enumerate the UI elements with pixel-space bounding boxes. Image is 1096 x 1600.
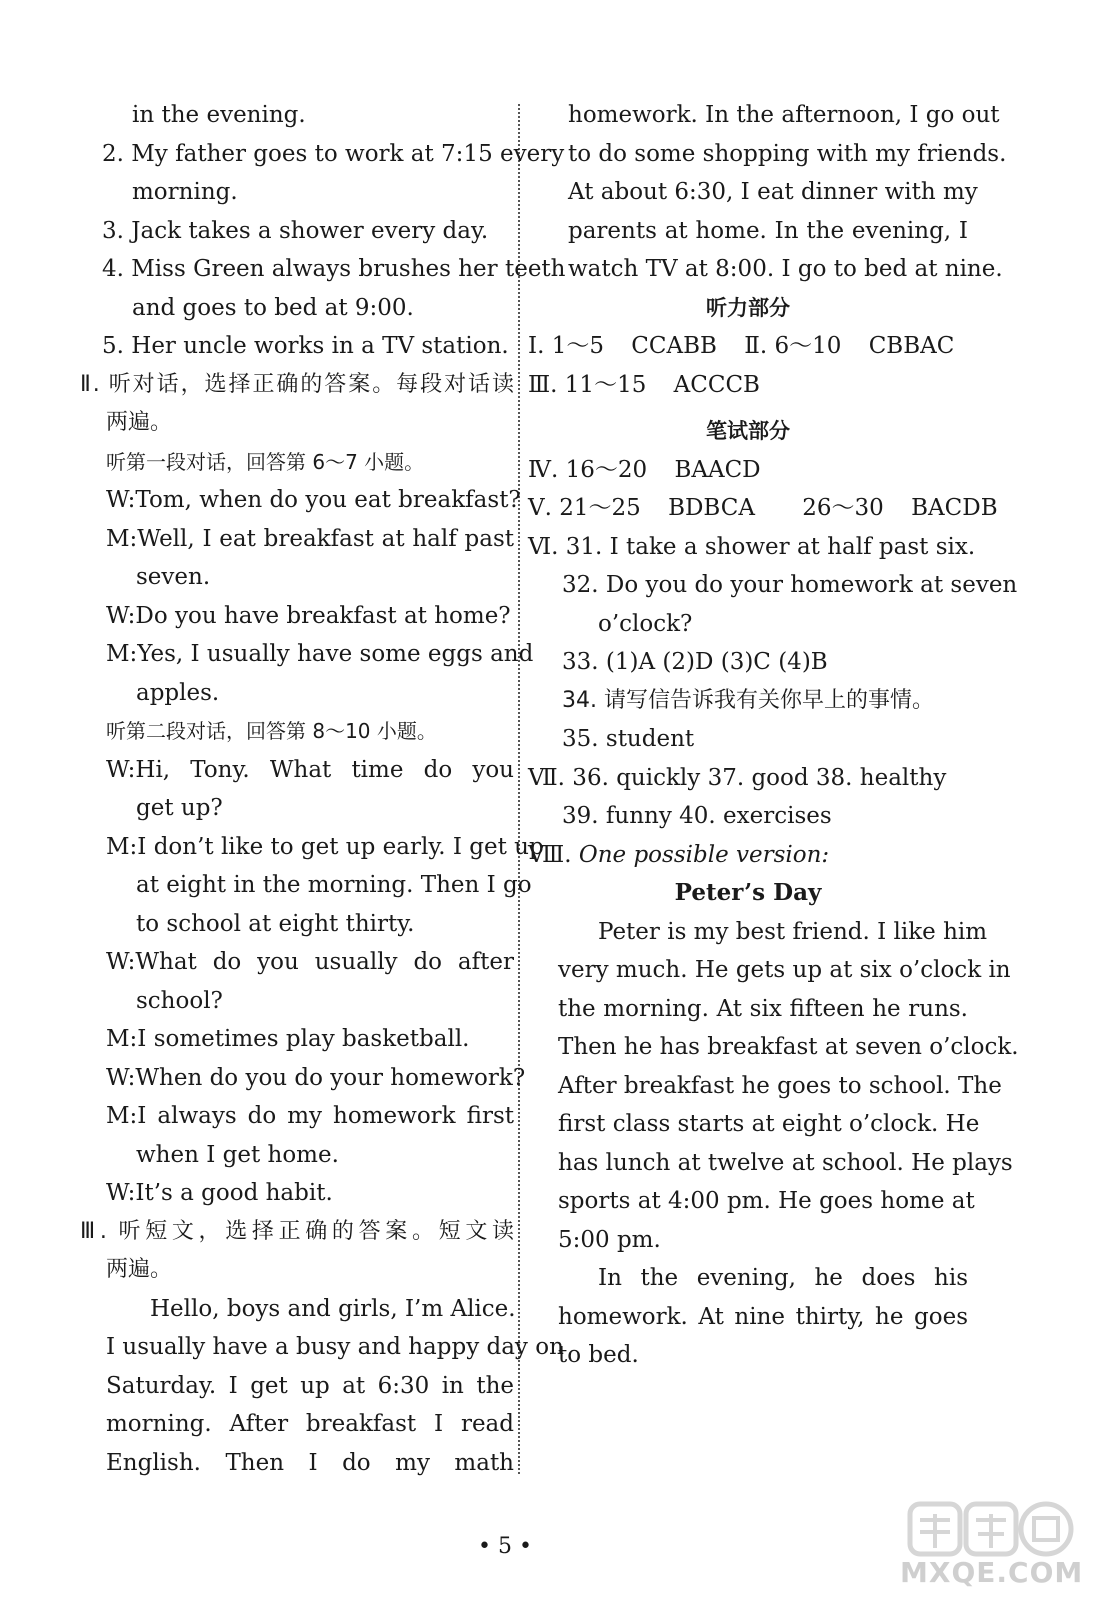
answer-row-i-ii bbox=[528, 327, 968, 366]
answer-key: ACCCB bbox=[673, 371, 760, 398]
dialogue-line: get up? bbox=[136, 795, 223, 821]
answer-row-iii bbox=[528, 366, 968, 405]
passage-line: parents at home. In the evening, I bbox=[568, 217, 968, 244]
passage-line: homework. In the afternoon, I go out bbox=[568, 102, 1000, 128]
section-vi-line: 34. 请写信告诉我有关你早上的事情。 bbox=[562, 687, 934, 713]
section-vi-line: 32. Do you do your homework at seven bbox=[562, 572, 1018, 598]
column-divider bbox=[518, 104, 520, 1474]
dialogue-line: W:It’s a good habit. bbox=[106, 1180, 333, 1206]
essay-line: first class starts at eight o’clock. He bbox=[558, 1111, 980, 1137]
section-vii-line: Ⅶ. 36. quickly 37. good 38. healthy bbox=[528, 764, 947, 791]
answer-label: Ⅴ. 21～25 bbox=[528, 495, 641, 521]
text-line: 3. Jack takes a shower every day. bbox=[102, 217, 489, 244]
dialogue-line: M:Well, I eat breakfast at half past bbox=[106, 525, 514, 552]
passage-line: Hello, boys and girls, I’m Alice. bbox=[150, 1295, 516, 1322]
section-viii-intro bbox=[528, 836, 968, 875]
essay-line: sports at 4:00 pm. He goes home at bbox=[558, 1188, 975, 1214]
essay-line: 5:00 pm. bbox=[558, 1226, 661, 1253]
dialogue-line: M:I always do my homework first bbox=[106, 1103, 514, 1129]
answer-row-iv bbox=[528, 451, 968, 490]
listening-heading: 听力部分 bbox=[706, 295, 790, 320]
writing-heading: 笔试部分 bbox=[706, 419, 790, 443]
essay-line: to bed. bbox=[558, 1342, 639, 1368]
answer-key: BDBCA bbox=[668, 495, 755, 521]
section-vi-line: Ⅵ. 31. I take a shower at half past six. bbox=[528, 533, 976, 560]
dialogue-line: when I get home. bbox=[136, 1141, 339, 1168]
dialogue-line: M:Yes, I usually have some eggs and bbox=[106, 641, 534, 667]
passage-line: At about 6:30, I eat dinner with my bbox=[568, 179, 978, 205]
answer-label: Ⅰ. 1～5 bbox=[528, 333, 604, 359]
answer-label: Ⅲ. 11～15 bbox=[528, 371, 647, 398]
section-ii-heading: Ⅱ. 听对话，选择正确的答案。每段对话读 bbox=[80, 371, 514, 397]
text-line: 4. Miss Green always brushes her teeth bbox=[102, 256, 566, 282]
text-line: 2. My father goes to work at 7:15 every bbox=[102, 140, 565, 167]
answer-key: BAACD bbox=[674, 456, 761, 483]
answer-key: CCABB bbox=[631, 333, 717, 359]
section-vi-line: 35. student bbox=[562, 726, 695, 752]
answer-key: CBBAC bbox=[868, 333, 955, 359]
section-vi-line: o’clock? bbox=[598, 610, 693, 637]
essay-line: Then he has breakfast at seven o’clock. bbox=[558, 1034, 1019, 1060]
right-column bbox=[528, 96, 1019, 1375]
text-line: and goes to bed at 9:00. bbox=[132, 294, 414, 321]
essay-line: In the evening, he does his bbox=[598, 1265, 968, 1291]
passage-line: Saturday. I get up at 6:30 in the bbox=[106, 1372, 514, 1399]
dialogue-line: W:Tom, when do you eat breakfast? bbox=[106, 487, 521, 513]
essay-line: very much. He gets up at six o’clock in bbox=[558, 957, 1011, 983]
essay-line: has lunch at twelve at school. He plays bbox=[558, 1149, 1013, 1176]
watermark-text: MXQE.COM bbox=[900, 1556, 1084, 1589]
passage-line: watch TV at 8:00. I go to bed at nine. bbox=[568, 256, 1003, 282]
passage-line: to do some shopping with my friends. bbox=[568, 140, 1007, 167]
dialogue-line: W:Hi, Tony. What time do you bbox=[106, 756, 514, 783]
text-line: 两遍。 bbox=[106, 1257, 173, 1282]
answer-label: 26～30 bbox=[802, 495, 884, 521]
dialogue-intro: 听第二段对话，回答第 8～10 小题。 bbox=[106, 719, 437, 743]
dialogue-line: W:When do you do your homework? bbox=[106, 1064, 526, 1091]
text-line: 5. Her uncle works in a TV station. bbox=[102, 333, 509, 359]
essay-line: the morning. At six fifteen he runs. bbox=[558, 995, 968, 1022]
answer-label: Ⅳ. 16～20 bbox=[528, 456, 648, 483]
answer-row-v bbox=[528, 489, 998, 528]
dialogue-intro: 听第一段对话，回答第 6～7 小题。 bbox=[106, 449, 425, 474]
dialogue-line: M:I sometimes play basketball. bbox=[106, 1026, 470, 1052]
passage-line: I usually have a busy and happy day on bbox=[106, 1334, 564, 1360]
dialogue-line: seven. bbox=[136, 564, 211, 590]
section-viii-note: One possible version: bbox=[578, 841, 830, 868]
dialogue-line: W:Do you have breakfast at home? bbox=[106, 602, 511, 629]
dialogue-line: M:I don’t like to get up early. I get up bbox=[106, 833, 544, 860]
dialogue-line: apples. bbox=[136, 679, 220, 706]
essay-title: Peter’s Day bbox=[674, 879, 822, 906]
text-line: 两遍。 bbox=[106, 410, 173, 435]
essay-line: After breakfast he goes to school. The bbox=[558, 1072, 1002, 1099]
essay-line: Peter is my best friend. I like him bbox=[598, 918, 988, 945]
dialogue-line: at eight in the morning. Then I go bbox=[136, 872, 532, 898]
passage-line: English. Then I do my math bbox=[106, 1449, 514, 1476]
section-viii-label: Ⅷ. bbox=[528, 841, 572, 868]
text-line: in the evening. bbox=[132, 102, 306, 128]
text-line: morning. bbox=[132, 179, 238, 205]
section-iii-heading: Ⅲ. 听短文，选择正确的答案。短文读 bbox=[80, 1218, 514, 1244]
page-number: • 5 • bbox=[478, 1534, 532, 1559]
answer-label: Ⅱ. 6～10 bbox=[744, 333, 842, 359]
dialogue-line: to school at eight thirty. bbox=[136, 910, 415, 937]
section-vi-line: 33. (1)A (2)D (3)C (4)B bbox=[562, 649, 828, 675]
passage-line: morning. After breakfast I read bbox=[106, 1411, 514, 1437]
dialogue-line: school? bbox=[136, 987, 223, 1014]
answer-key: BACDB bbox=[911, 495, 998, 521]
section-vii-line: 39. funny 40. exercises bbox=[562, 803, 832, 829]
dialogue-line: W:What do you usually do after bbox=[106, 949, 514, 975]
essay-line: homework. At nine thirty, he goes bbox=[558, 1303, 968, 1330]
watermark-mark-icon bbox=[906, 1498, 1076, 1562]
watermark-logo bbox=[896, 1498, 1086, 1594]
